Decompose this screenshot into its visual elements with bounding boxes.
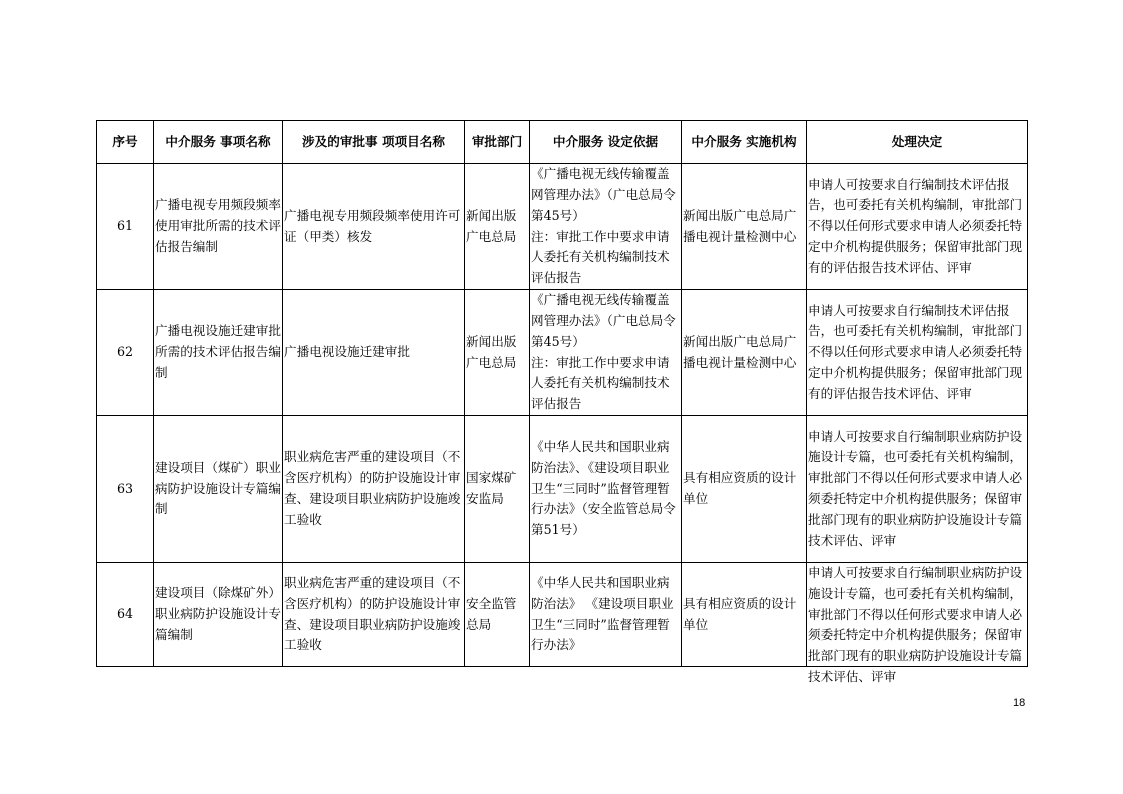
- table-header-row: [97, 121, 1028, 164]
- header-implementing-agency: 中介服务 实施机构: [682, 121, 807, 164]
- row-number: 64: [97, 563, 154, 667]
- decision-cell: 申请人可按要求自行编制职业病防护设施设计专篇，也可委托有关机构编制，审批部门不得以任何形式要求申请人必须委托特定中介机构提供服务；保留审批部门现有的职业病防护设施设计专篇技术评估、评审: [807, 416, 1028, 563]
- legal-basis-cell: 《中华人民共和国职业病防治法》、《建设项目职业卫生“三同时”监督管理暂行办法》（安全监管总局令第51号）: [530, 416, 682, 563]
- page-number: 18: [1013, 697, 1026, 709]
- approval-dept-cell: 安全监管总局: [465, 563, 530, 667]
- row-number: 62: [97, 290, 154, 416]
- approval-item-cell: 广播电视设施迁建审批: [283, 290, 465, 416]
- header-service-name: 中介服务 事项名称: [154, 121, 283, 164]
- approval-item-cell: 职业病危害严重的建设项目（不含医疗机构）的防护设施设计审查、建设项目职业病防护设施竣工验收: [283, 563, 465, 667]
- decision-cell: 申请人可按要求自行编制技术评估报告，也可委托有关机构编制，审批部门不得以任何形式要求申请人必须委托特定中介机构提供服务；保留审批部门现有的评估报告技术评估、评审: [807, 290, 1028, 416]
- legal-basis-cell: 《广播电视无线传输覆盖网管理办法》（广电总局令第45号） 注：审批工作中要求申请人委托有关机构编制技术评估报告: [530, 164, 682, 290]
- approval-item-cell: 职业病危害严重的建设项目（不含医疗机构）的防护设施设计审查、建设项目职业病防护设施竣工验收: [283, 416, 465, 563]
- approval-item-cell: 广播电视专用频段频率使用许可证（甲类）核发: [283, 164, 465, 290]
- decision-text: 申请人可按要求自行编制职业病防护设施设计专篇，也可委托有关机构编制，审批部门不得以任何形式要求申请人必须委托特定中介机构提供服务；保留审批部门现有的职业病防护设施设计专篇技术评估、评审: [808, 565, 1023, 684]
- intermediary-services-table: [96, 120, 1028, 684]
- approval-dept-cell: 新闻出版广电总局: [465, 290, 530, 416]
- header-approval-item: 涉及的审批事 项项目名称: [283, 121, 465, 164]
- approval-dept-cell: 新闻出版广电总局: [465, 164, 530, 290]
- table-row: [97, 563, 1028, 667]
- implementing-agency-cell: 新闻出版广电总局广播电视计量检测中心: [682, 290, 807, 416]
- header-legal-basis: 中介服务 设定依据: [530, 121, 682, 164]
- approval-dept-cell: 国家煤矿安监局: [465, 416, 530, 563]
- row-number: 63: [97, 416, 154, 563]
- table-row: [97, 290, 1028, 416]
- implementing-agency-cell: 具有相应资质的设计单位: [682, 563, 807, 667]
- header-approval-dept: 审批部门: [465, 121, 530, 164]
- legal-basis-text: 《中华人民共和国职业病防治法》 《建设项目职业卫生“三同时”监督管理暂行办法》: [531, 574, 674, 653]
- decision-cell: 申请人可按要求自行编制技术评估报告，也可委托有关机构编制，审批部门不得以任何形式要求申请人必须委托特定中介机构提供服务；保留审批部门现有的评估报告技术评估、评审: [807, 164, 1028, 290]
- header-decision: 处理决定: [807, 121, 1028, 164]
- service-name-cell: 建设项目（除煤矿外）职业病防护设施设计专篇编制: [154, 563, 283, 667]
- service-name-cell: 广播电视专用频段频率使用审批所需的技术评估报告编制: [154, 164, 283, 290]
- implementing-agency-cell: 新闻出版广电总局广播电视计量检测中心: [682, 164, 807, 290]
- service-name-cell: 建设项目（煤矿）职业病防护设施设计专篇编制: [154, 416, 283, 563]
- header-no: 序号: [97, 121, 154, 164]
- service-name-cell: 广播电视设施迁建审批所需的技术评估报告编制: [154, 290, 283, 416]
- legal-basis-cell: 《广播电视无线传输覆盖网管理办法》（广电总局令第45号） 注：审批工作中要求申请人委托有关机构编制技术评估报告: [530, 290, 682, 416]
- implementing-agency-cell: 具有相应资质的设计单位: [682, 416, 807, 563]
- table-row: [97, 164, 1028, 290]
- legal-basis-cell: [530, 563, 682, 667]
- row-number: 61: [97, 164, 154, 290]
- decision-cell: [807, 563, 1028, 684]
- table-row: [97, 416, 1028, 563]
